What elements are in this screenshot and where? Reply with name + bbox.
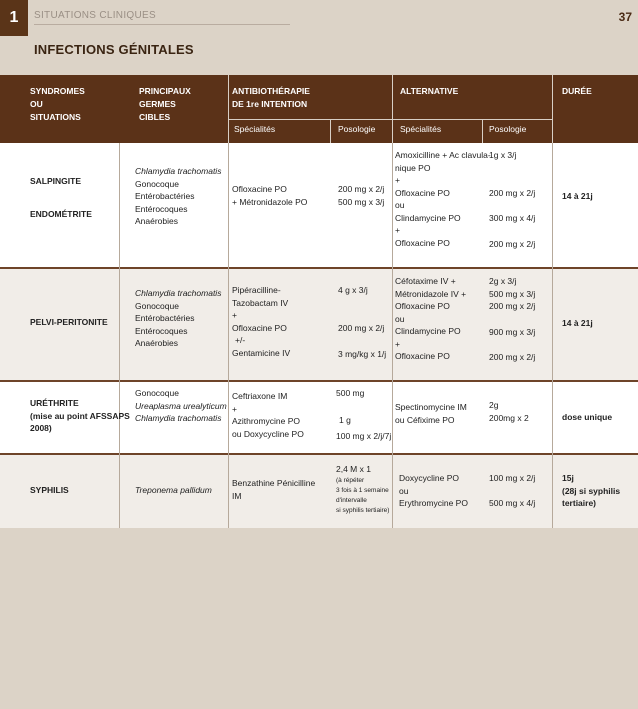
syndrome-cell: SALPINGITE ENDOMÉTRITE	[30, 176, 92, 219]
table-header	[0, 75, 638, 143]
col-syndromes: SYNDROMES OU SITUATIONS	[30, 86, 85, 122]
dosage-cell: 4 g x 3/j 200 mg x 2/j 3 mg/kg x 1/j	[338, 285, 387, 359]
row-separator	[0, 453, 638, 455]
alternative-dosage-cell: 100 mg x 2/j 500 mg x 4/j	[489, 473, 536, 508]
dosage-cell: 2,4 M x 1 (à répéter 3 fois à 1 semaine d'intervalle si syphilis tertiaire)	[336, 464, 390, 514]
header-divider	[482, 119, 483, 143]
header-divider	[392, 75, 393, 143]
table-body	[0, 143, 638, 528]
treatment-cell: Benzathine Pénicilline IM	[232, 478, 316, 501]
section-title: SITUATIONS CLINIQUES	[34, 10, 156, 21]
duration-cell: 14 à 21j	[562, 191, 593, 201]
col-germes: PRINCIPAUX GERMES CIBLES	[139, 86, 191, 122]
row-separator	[0, 380, 638, 382]
dosage-cell: 200 mg x 2/j 500 mg x 3/j	[338, 184, 385, 207]
syndrome-cell: SYPHILIS	[30, 485, 69, 495]
column-divider	[552, 143, 553, 528]
duration-cell: 14 à 21j	[562, 318, 593, 328]
row-background	[0, 455, 638, 528]
page-number: 37	[618, 10, 632, 24]
col-antibio: ANTIBIOTHÉRAPIE DE 1re INTENTION	[232, 86, 310, 109]
page-title: INFECTIONS GÉNITALES	[34, 42, 194, 57]
column-divider	[119, 143, 120, 528]
treatment-cell: Ceftriaxone IM + Azithromycine PO ou Doxycycline PO	[232, 391, 304, 439]
subcol-posologie-2: Posologie	[489, 124, 527, 134]
germes-cell: Chlamydia trachomatis Gonocoque Entérobactéries Entérocoques Anaérobies	[135, 166, 222, 226]
subcol-specialites-2: Spécialités	[400, 124, 442, 134]
alternative-cell: Amoxicilline + Ac clavula- nique PO + Ofloxacine PO ou Clindamycine PO + Ofloxacine PO	[395, 150, 491, 248]
syndrome-cell: URÉTHRITE (mise au point AFSSAPS 2008)	[30, 398, 130, 433]
header-divider	[228, 75, 229, 143]
col-duree: DURÉE	[562, 86, 592, 96]
subcol-posologie-1: Posologie	[338, 124, 376, 134]
column-divider	[228, 143, 229, 528]
header-divider	[330, 119, 331, 143]
treatment-cell: Ofloxacine PO + Métronidazole PO	[232, 184, 308, 207]
subcol-specialites-1: Spécialités	[234, 124, 276, 134]
germes-cell: Treponema pallidum	[135, 485, 212, 495]
alternative-dosage-cell: 1g x 3/j 200 mg x 2/j 300 mg x 4/j 200 mg x 2/j	[489, 150, 536, 249]
section-divider	[34, 24, 290, 25]
dosage-cell: 500 mg 1 g 100 mg x 2/j/7j	[336, 388, 392, 441]
alternative-cell: Doxycycline PO ou Erythromycine PO	[399, 473, 468, 508]
chapter-number: 1	[0, 0, 28, 36]
syndrome-cell: PELVI-PERITONITE	[30, 317, 108, 327]
alternative-dosage-cell: 2g x 3/j 500 mg x 3/j 200 mg x 2/j 900 mg x 3/j 200 mg x 2/j	[489, 276, 536, 362]
header-divider	[552, 75, 553, 143]
col-alternative: ALTERNATIVE	[400, 86, 459, 96]
alternative-cell: Spectinomycine IM ou Céfixime PO	[395, 402, 467, 425]
germes-cell: Chlamydia trachomatis Gonocoque Entérobactéries Entérocoques Anaérobies	[135, 288, 222, 348]
page-footer-band	[0, 528, 638, 709]
duration-cell: dose unique	[562, 412, 613, 422]
alternative-cell: Céfotaxime IV + Métronidazole IV + Ofloxacine PO ou Clindamycine PO + Ofloxacine PO	[395, 276, 467, 361]
germes-cell: Gonocoque Ureaplasma urealyticum Chlamydia trachomatis	[135, 388, 227, 423]
alternative-dosage-cell: 2g 200mg x 2	[489, 400, 529, 423]
duration-cell: 15j (28j si syphilis tertiaire)	[562, 473, 621, 508]
row-separator	[0, 267, 638, 269]
column-divider	[392, 143, 393, 528]
treatment-cell: Pipéracilline- Tazobactam IV + Ofloxacine PO +/- Gentamicine IV	[232, 285, 291, 358]
